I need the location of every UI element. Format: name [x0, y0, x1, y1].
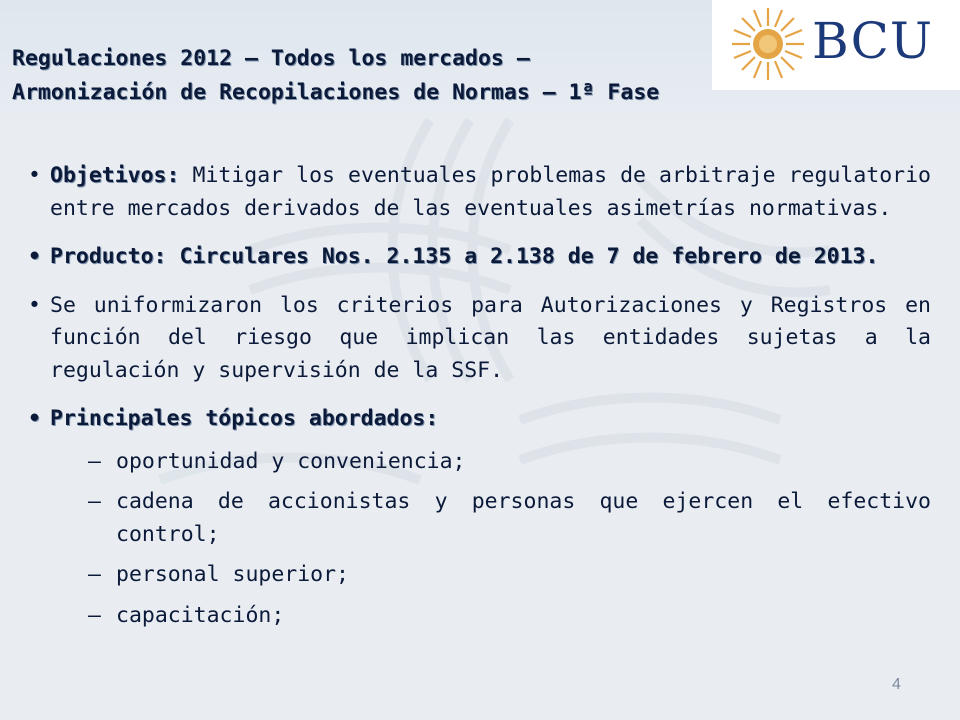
- title-line-2: Armonización de Recopilaciones de Normas – 1ª Fase: [12, 80, 660, 105]
- sub-item: [28, 486, 931, 551]
- dash: –: [88, 562, 101, 587]
- dash: –: [88, 489, 101, 514]
- bullet-text: Mitigar los eventuales problemas de arbitraje regulatorio entre mercados derivados de las eventuales asimetrías normativas.: [50, 163, 931, 221]
- sub-item: [28, 559, 931, 592]
- bullet-objetivos: [28, 160, 931, 225]
- sub-item-text: personal superior;: [116, 562, 349, 587]
- bullet-text: Principales tópicos abordados:: [50, 406, 439, 431]
- dash: –: [88, 448, 101, 474]
- sub-item-text: capacitación;: [116, 602, 285, 628]
- bullet-label: Objetivos:: [50, 163, 180, 188]
- bullet-criterios: [28, 290, 931, 388]
- bullet-text: Producto: Circulares Nos. 2.135 a 2.138 de 7 de febrero de 2013.: [50, 244, 879, 269]
- sub-item: [28, 446, 931, 479]
- sub-item: [28, 600, 931, 633]
- sub-item-text: oportunidad y conveniencia;: [116, 448, 466, 474]
- page-number: 4: [892, 676, 901, 693]
- title-line-1: Regulaciones 2012 – Todos los mercados –: [12, 46, 530, 71]
- bullet-producto: [28, 241, 931, 274]
- slide-body: [28, 160, 931, 640]
- dash: –: [88, 602, 101, 628]
- page-title: [12, 42, 892, 110]
- logo-text: BCU: [812, 12, 934, 70]
- bullet-topicos: [28, 403, 931, 436]
- sub-item-text: cadena de accionistas y personas que ejercen el efectivo control;: [116, 489, 931, 547]
- bullet-text: Se uniformizaron los criterios para Autorizaciones y Registros en función del riesgo que implican las entidades sujetas a la regulación y supervisión de la SSF.: [50, 292, 931, 383]
